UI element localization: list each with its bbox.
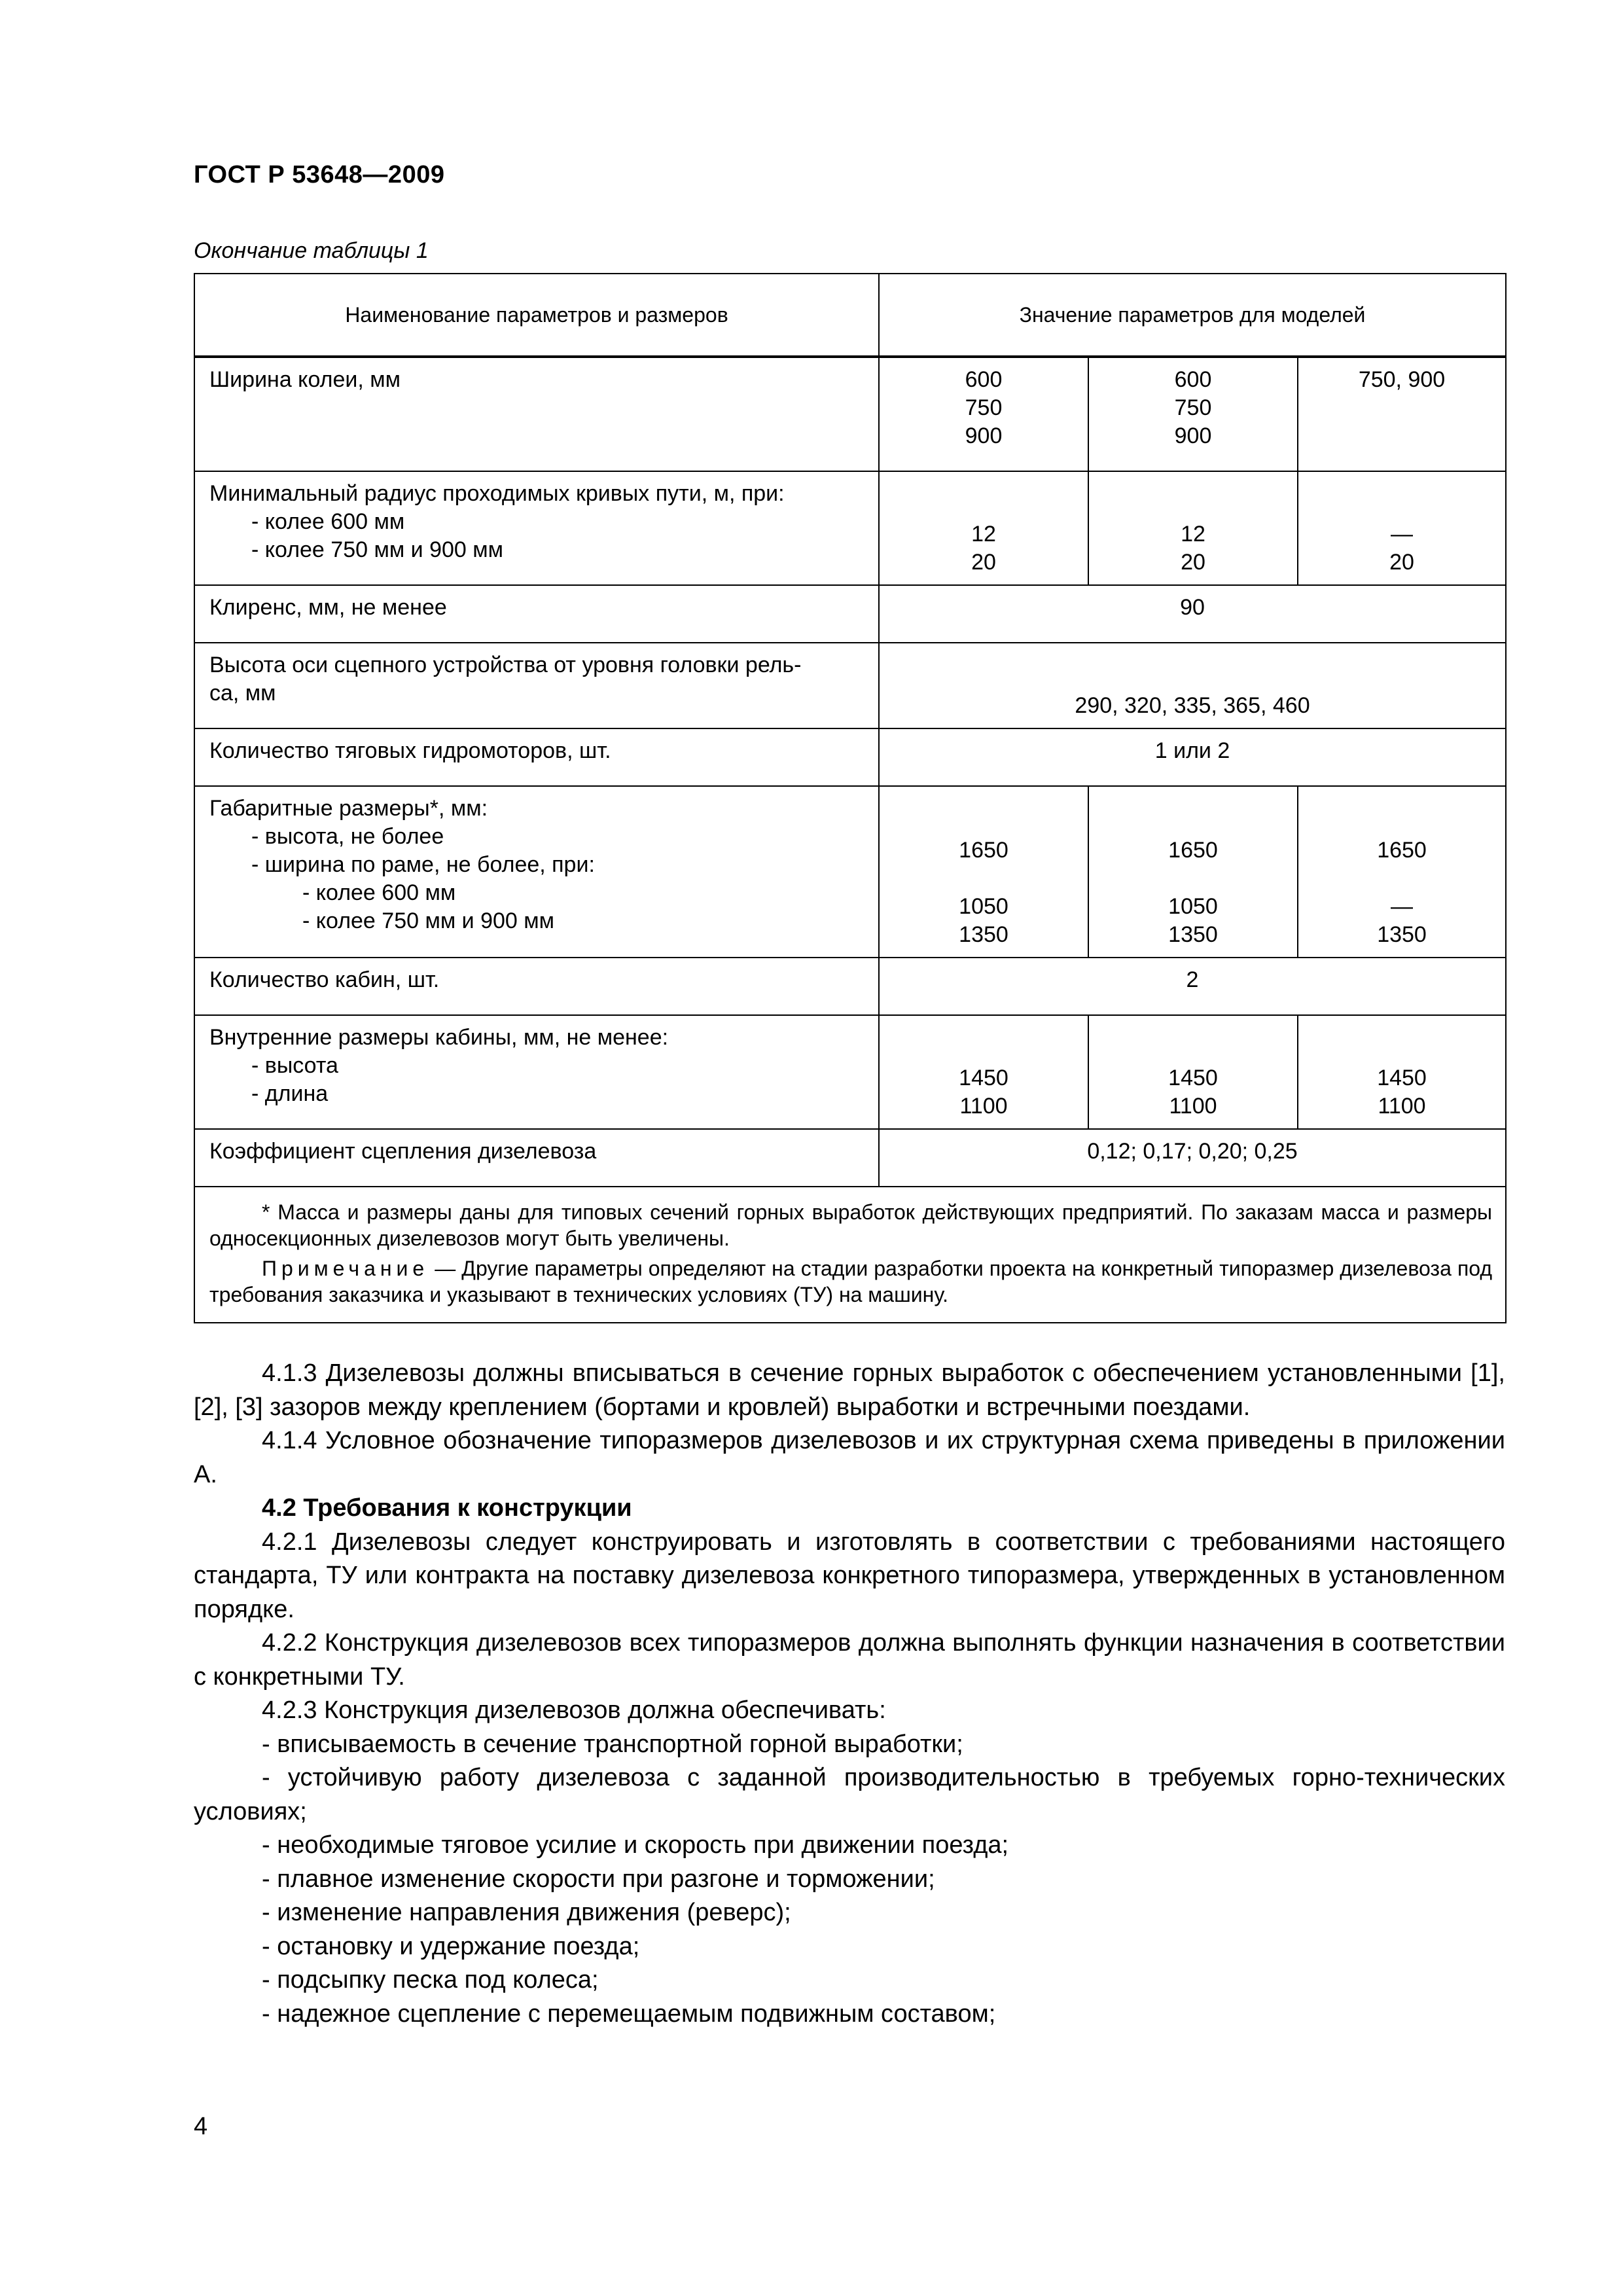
- cell-value: 900: [965, 423, 1003, 448]
- value-cell: [879, 1015, 1088, 1129]
- table-row: [194, 958, 1506, 1015]
- list-item: - необходимые тяговое усилие и скорость при движении поезда;: [262, 1831, 1009, 1859]
- coupler-label-line2: са, мм: [209, 681, 276, 706]
- coupler-label-line1: Высота оси сцепного устройства от уровня головки рель-: [209, 653, 802, 677]
- cell-value: 750: [965, 395, 1003, 420]
- row-label: Количество тяговых гидромоторов, шт.: [194, 728, 879, 786]
- note-label: Примечание: [262, 1257, 429, 1280]
- list-item: - вписываемость в сечение транспортной горной выработки;: [262, 1730, 963, 1758]
- cab-dims-label: Внутренние размеры кабины, мм, не менее:: [209, 1025, 669, 1050]
- cell-value: 0,12; 0,17; 0,20; 0,25: [879, 1129, 1506, 1187]
- dims-sub-600: - колее 600 мм: [302, 880, 456, 905]
- table-note: [209, 1255, 1492, 1308]
- paragraph-4-2-2: 4.2.2 Конструкция дизелевозов всех типоразмеров должна выполнять функции назначения в соответствии с конкретными ТУ.: [194, 1629, 1505, 1691]
- table-caption: Окончание таблицы 1: [194, 238, 429, 263]
- cab-dims-sub-length: - длина: [251, 1081, 329, 1106]
- cell-value: 1 или 2: [879, 728, 1506, 786]
- paragraph-4-2-1: 4.2.1 Дизелевозы следует конструировать и изготовлять в соответствии с требованиями настоящего стандарта, ТУ или контракта на поставку дизелевоза конкретного типоразмера, утвержденных в установленном порядке.: [194, 1528, 1505, 1623]
- value-cell: [879, 786, 1088, 958]
- cell-value: 750: [1174, 395, 1212, 420]
- row-label: Клиренс, мм, не менее: [194, 585, 879, 643]
- spacer: [882, 865, 1085, 893]
- cell-value: 20: [971, 550, 996, 575]
- row-label: [194, 1015, 879, 1129]
- value-cell: [1088, 1015, 1298, 1129]
- cell-value: 900: [1174, 423, 1212, 448]
- table-row: [194, 585, 1506, 643]
- paragraph-4-2-3: 4.2.3 Конструкция дизелевозов должна обеспечивать:: [262, 1696, 886, 1724]
- cell-value: 12: [1181, 522, 1205, 547]
- cell-value: 1100: [1378, 1094, 1426, 1119]
- dims-label: Габаритные размеры*, мм:: [209, 796, 488, 821]
- table-row: [194, 786, 1506, 958]
- list-item: - подсыпку песка под колеса;: [262, 1966, 599, 1994]
- cell-value: 90: [879, 585, 1506, 643]
- list-item: - изменение направления движения (реверс);: [262, 1899, 791, 1926]
- table-row: [194, 1015, 1506, 1129]
- radius-sub-600: - колее 600 мм: [251, 509, 405, 534]
- cell-value: 1350: [959, 922, 1008, 947]
- table-row: [194, 471, 1506, 585]
- cell-value: 290, 320, 335, 365, 460: [879, 643, 1506, 728]
- cell-value: 1450: [959, 1066, 1008, 1090]
- column-header-parameter: Наименование параметров и размеров: [194, 274, 879, 357]
- list-item: - устойчивую работу дизелевоза с заданной производительностью в требуемых горно-технических условиях;: [194, 1764, 1505, 1825]
- page-number: 4: [194, 2113, 208, 2140]
- value-cell: [1298, 1015, 1506, 1129]
- value-cell: [1088, 786, 1298, 958]
- cell-value: 1450: [1377, 1066, 1427, 1090]
- spacer: [1092, 865, 1294, 893]
- cell-value: 1350: [1377, 922, 1427, 947]
- cell-value: 750, 900: [1358, 367, 1446, 392]
- paragraph-4-1-3: 4.1.3 Дизелевозы должны вписываться в сечение горных выработок с обеспечением установленными [1], [2], [3] зазоров между креплением (бортами и кровлей) выработки и встречными поездами.: [194, 1359, 1505, 1421]
- value-cell: [879, 471, 1088, 585]
- row-label: [194, 357, 879, 471]
- dims-sub-height: - высота, не более: [251, 824, 444, 849]
- cab-dims-sub-height: - высота: [251, 1053, 338, 1078]
- table-row: [194, 728, 1506, 786]
- cell-value: —: [1391, 894, 1414, 919]
- value-cell: [1298, 786, 1506, 958]
- body-text: [194, 1357, 1505, 2031]
- gauge-label: Ширина колеи, мм: [209, 367, 401, 392]
- row-label: [194, 643, 879, 728]
- cell-value: 600: [1174, 367, 1212, 392]
- dims-sub-width: - ширина по раме, не более, при:: [251, 852, 595, 877]
- row-label: Количество кабин, шт.: [194, 958, 879, 1015]
- radius-label: Минимальный радиус проходимых кривых пути, м, при:: [209, 481, 785, 506]
- table-notes: [194, 1187, 1506, 1323]
- note-text: — Другие параметры определяют на стадии разработки проекта на конкретный типоразмер дизелевоза под требования заказчика и указывают в технических условиях (ТУ) на машину.: [209, 1257, 1493, 1306]
- section-heading-4-2: 4.2 Требования к конструкции: [262, 1494, 632, 1522]
- cell-value: 1650: [1377, 838, 1427, 863]
- table-notes-row: [194, 1187, 1506, 1323]
- value-cell: [1298, 471, 1506, 585]
- parameters-table: [194, 273, 1507, 1323]
- list-item: - плавное изменение скорости при разгоне и торможении;: [262, 1865, 935, 1893]
- table-row: [194, 357, 1506, 471]
- cell-value: 1650: [1168, 838, 1218, 863]
- cell-value: —: [1391, 522, 1414, 547]
- value-cell: [879, 357, 1088, 471]
- cell-value: 20: [1389, 550, 1414, 575]
- paragraph-4-1-4: 4.1.4 Условное обозначение типоразмеров дизелевозов и их структурная схема приведены в приложении А.: [194, 1427, 1505, 1488]
- list-item: - остановку и удержание поезда;: [262, 1932, 640, 1960]
- cell-value: 1100: [959, 1094, 1008, 1119]
- cell-value: 1050: [1168, 894, 1218, 919]
- cell-value: 2: [879, 958, 1506, 1015]
- row-label: [194, 786, 879, 958]
- table-row: [194, 1129, 1506, 1187]
- table-header-row: [194, 274, 1506, 357]
- document-header: ГОСТ Р 53648—2009: [194, 161, 445, 188]
- column-header-values: Значение параметров для моделей: [879, 274, 1506, 357]
- value-cell: [1088, 357, 1298, 471]
- spacer: [1301, 865, 1503, 893]
- table-row: [194, 643, 1506, 728]
- cell-value: 12: [971, 522, 996, 547]
- cell-value: 1450: [1168, 1066, 1218, 1090]
- radius-sub-750-900: - колее 750 мм и 900 мм: [251, 537, 504, 562]
- cell-value: 1100: [1169, 1094, 1217, 1119]
- list-item: - надежное сцепление с перемещаемым подвижным составом;: [262, 2000, 996, 2028]
- cell-value: 20: [1181, 550, 1205, 575]
- table-footnote: * Масса и размеры даны для типовых сечений горных выработок действующих предприятий. По заказам масса и размеры односекционных дизелевозов могут быть увеличены.: [209, 1200, 1493, 1250]
- row-label: [194, 471, 879, 585]
- cell-value: 1350: [1168, 922, 1218, 947]
- dims-sub-750-900: - колее 750 мм и 900 мм: [302, 908, 555, 933]
- value-cell: [1298, 357, 1506, 471]
- cell-value: 1650: [959, 838, 1008, 863]
- cell-value: 1050: [959, 894, 1008, 919]
- value-cell: [1088, 471, 1298, 585]
- row-label: Коэффициент сцепления дизелевоза: [194, 1129, 879, 1187]
- cell-value: 600: [965, 367, 1003, 392]
